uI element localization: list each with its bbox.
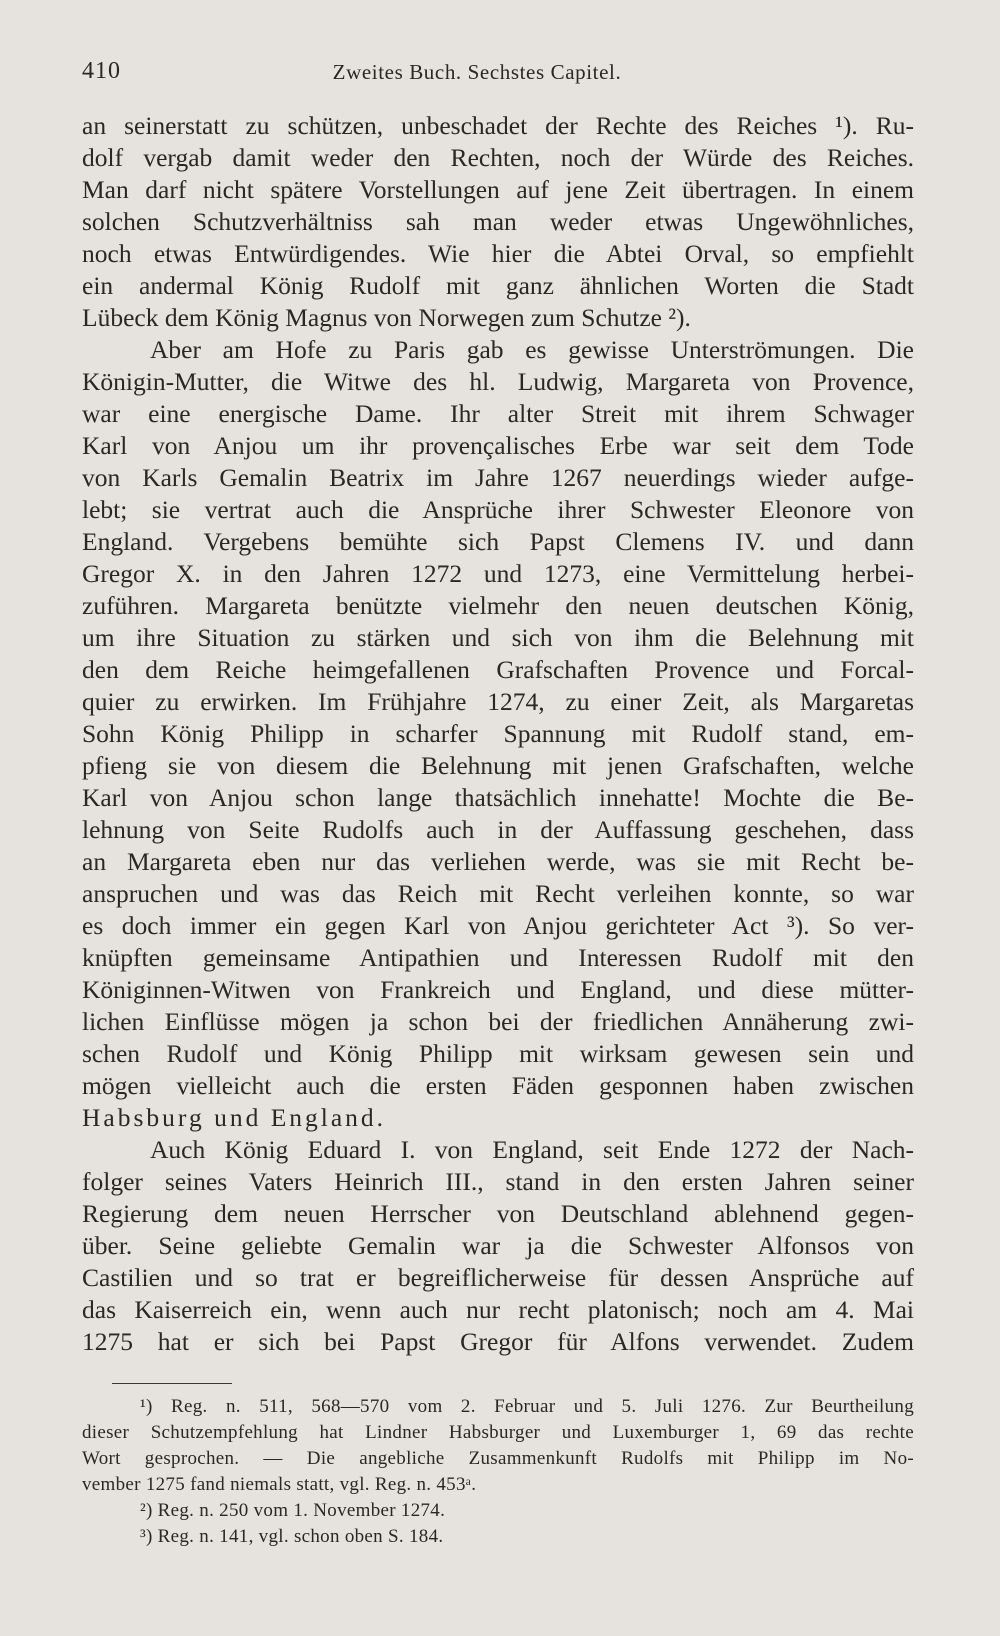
body-line: pfieng sie von diesem die Belehnung mit jenen Grafschaften, welche <box>82 751 914 780</box>
body-line: 1275 hat er sich bei Papst Gregor für Alfons verwendet. Zudem <box>82 1327 914 1356</box>
body-line: den dem Reiche heimgefallenen Grafschaften Provence und Forcal- <box>82 655 914 684</box>
body-line: folger seines Vaters Heinrich III., stand in den ersten Jahren seiner <box>82 1167 914 1196</box>
footnote-divider <box>112 1383 232 1384</box>
body-line: Regierung dem neuen Herrscher von Deutschland ablehnend gegen- <box>82 1199 914 1228</box>
footnote-line: vember 1275 fand niemals statt, vgl. Reg. n. 453ᵃ. <box>82 1474 477 1495</box>
body-line: Karl von Anjou um ihr provençalisches Erbe war seit dem Tode <box>82 431 914 460</box>
body-line: solchen Schutzverhältniss sah man weder etwas Ungewöhnliches, <box>82 207 914 236</box>
footnote-line: dieser Schutzempfehlung hat Lindner Habsburger und Luxemburger 1, 69 das rechte <box>82 1422 914 1443</box>
body-line: es doch immer ein gegen Karl von Anjou gerichteter Act ³). So ver- <box>82 911 914 940</box>
body-line: Sohn König Philipp in scharfer Spannung mit Rudolf stand, em- <box>82 719 914 748</box>
body-line: von Karls Gemalin Beatrix im Jahre 1267 neuerdings wieder aufge- <box>82 463 914 492</box>
body-line: England. Vergebens bemühte sich Papst Clemens IV. und dann <box>82 527 914 556</box>
body-line: Aber am Hofe zu Paris gab es gewisse Unterströmungen. Die <box>150 335 914 364</box>
body-line: Castilien und so trat er begreiflicherweise für dessen Ansprüche auf <box>82 1263 914 1292</box>
body-line: Lübeck dem König Magnus von Norwegen zum Schutze ²). <box>82 303 691 332</box>
body-line: Man darf nicht spätere Vorstellungen auf jene Zeit übertragen. In einem <box>82 175 914 204</box>
page-number: 410 <box>82 58 121 84</box>
body-line: zuführen. Margareta benützte vielmehr den neuen deutschen König, <box>82 591 914 620</box>
body-text <box>82 110 914 1358</box>
body-line: anspruchen und was das Reich mit Recht verleihen konnte, so war <box>82 879 914 908</box>
body-line: lehnung von Seite Rudolfs auch in der Auffassung geschehen, dass <box>82 815 914 844</box>
body-line: Karl von Anjou schon lange thatsächlich innehatte! Mochte die Be- <box>82 783 914 812</box>
body-line: an Margareta eben nur das verliehen werde, was sie mit Recht be- <box>82 847 914 876</box>
body-line: lichen Einflüsse mögen ja schon bei der friedlichen Annäherung zwi- <box>82 1007 914 1036</box>
body-line: Auch König Eduard I. von England, seit Ende 1272 der Nach- <box>150 1135 914 1164</box>
body-line: schen Rudolf und König Philipp mit wirksam gewesen sein und <box>82 1039 914 1068</box>
body-line: Habsburg und England. <box>82 1103 387 1132</box>
body-line: war eine energische Dame. Ihr alter Streit mit ihrem Schwager <box>82 399 914 428</box>
footnote-line: Wort gesprochen. — Die angebliche Zusammenkunft Rudolfs mit Philipp im No- <box>82 1448 914 1469</box>
body-line: über. Seine geliebte Gemalin war ja die Schwester Alfonsos von <box>82 1231 914 1260</box>
body-line: ein andermal König Rudolf mit ganz ähnlichen Worten die Stadt <box>82 271 914 300</box>
body-line: noch etwas Entwürdigendes. Wie hier die Abtei Orval, so empfiehlt <box>82 239 914 268</box>
body-line: dolf vergab damit weder den Rechten, noch der Würde des Reiches. <box>82 143 914 172</box>
body-line: um ihre Situation zu stärken und sich von ihm die Belehnung mit <box>82 623 914 652</box>
footnotes <box>82 1394 914 1550</box>
body-line: knüpften gemeinsame Antipathien und Interessen Rudolf mit den <box>82 943 914 972</box>
body-line: quier zu erwirken. Im Frühjahre 1274, zu einer Zeit, als Margaretas <box>82 687 914 716</box>
body-line: das Kaiserreich ein, wenn auch nur recht platonisch; noch am 4. Mai <box>82 1295 914 1324</box>
footnote-line: ³) Reg. n. 141, vgl. schon oben S. 184. <box>140 1526 444 1547</box>
body-line: lebt; sie vertrat auch die Ansprüche ihrer Schwester Eleonore von <box>82 495 914 524</box>
footnote-line: ²) Reg. n. 250 vom 1. November 1274. <box>140 1500 446 1521</box>
body-line: mögen vielleicht auch die ersten Fäden gesponnen haben zwischen <box>82 1071 914 1100</box>
footnote-line: ¹) Reg. n. 511, 568—570 vom 2. Februar und 5. Juli 1276. Zur Beurtheilung <box>140 1396 914 1417</box>
running-head <box>82 58 872 94</box>
body-line: Gregor X. in den Jahren 1272 und 1273, eine Vermittelung herbei- <box>82 559 914 588</box>
body-line: Königin-Mutter, die Witwe des hl. Ludwig, Margareta von Provence, <box>82 367 914 396</box>
body-line: Königinnen-Witwen von Frankreich und England, und diese mütter- <box>82 975 914 1004</box>
body-line: an seinerstatt zu schützen, unbeschadet der Rechte des Reiches ¹). Ru- <box>82 111 914 140</box>
running-title: Zweites Buch. Sechstes Capitel. <box>332 60 622 84</box>
